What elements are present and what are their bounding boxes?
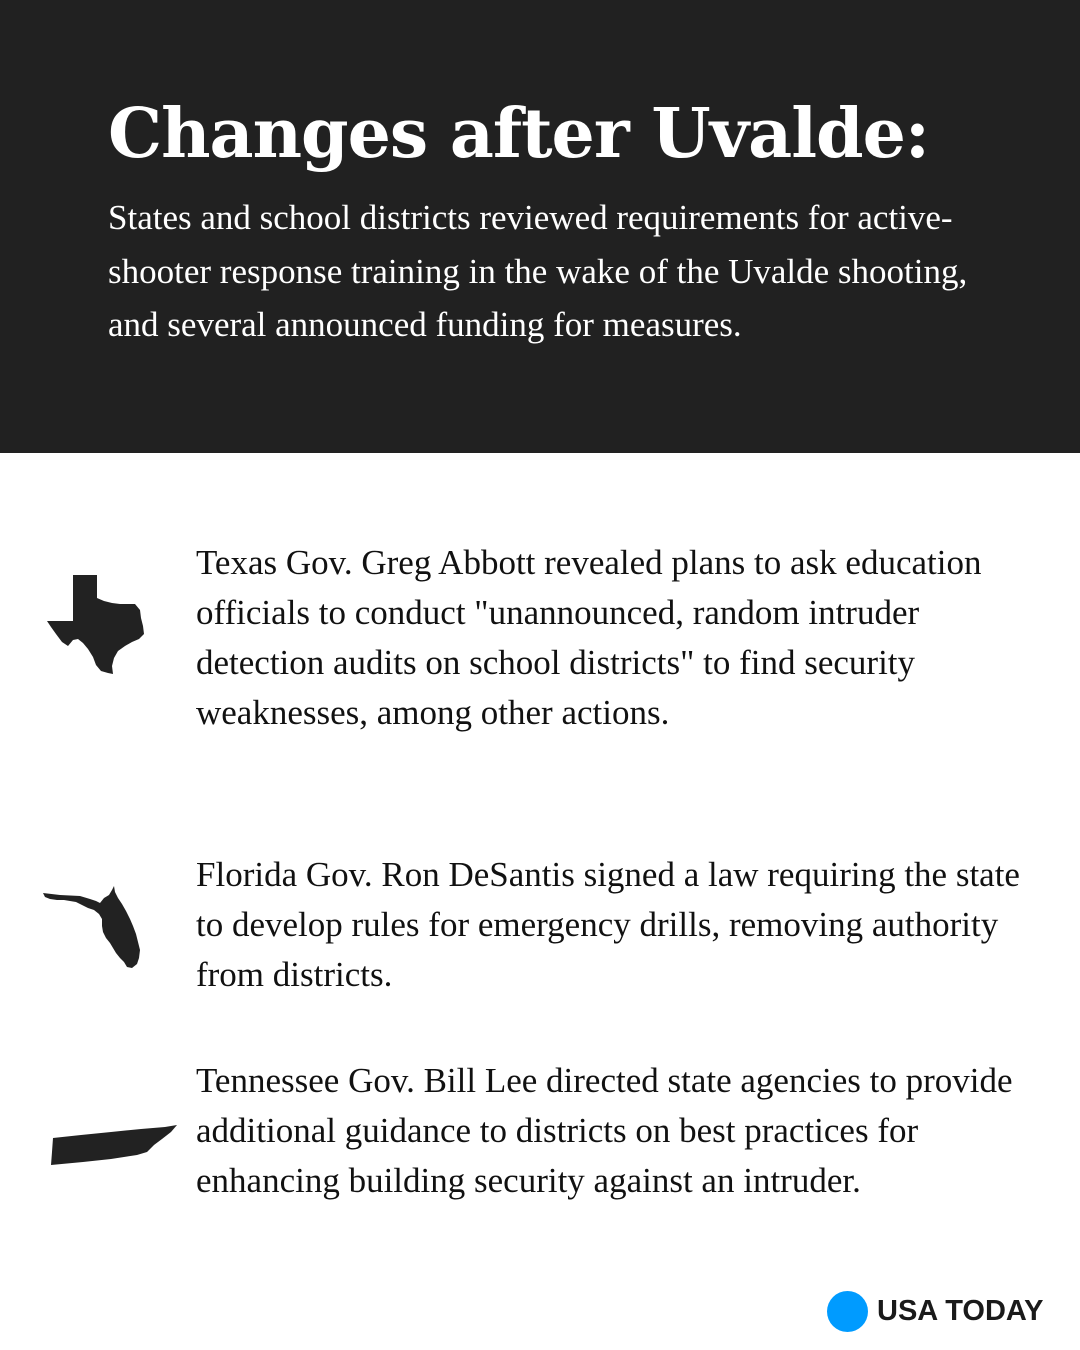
texas-icon <box>46 574 146 674</box>
page-subtitle: States and school districts reviewed requirements for active-shooter response training in the wake of the Uvalde shooting, and several announced funding for measures. <box>108 198 968 344</box>
header-banner <box>0 0 1080 453</box>
logo-text: USA TODAY <box>877 1294 1044 1327</box>
florida-icon <box>42 886 142 970</box>
texas-text: Texas Gov. Greg Abbott revealed plans to ask education officials to conduct "unannounced, random intruder detection audits on school districts" to find security weaknesses, among other actions. <box>196 543 982 732</box>
page-title: Changes after Uvalde: <box>108 94 929 174</box>
usa-today-logo <box>827 1289 1044 1333</box>
logo-dot-icon <box>827 1291 868 1332</box>
florida-text: Florida Gov. Ron DeSantis signed a law requiring the state to develop rules for emergency drills, removing authority from districts. <box>196 855 1020 994</box>
tennessee-icon <box>49 1122 179 1167</box>
tennessee-text: Tennessee Gov. Bill Lee directed state agencies to provide additional guidance to districts on best practices for enhancing building security against an intruder. <box>196 1061 1013 1200</box>
